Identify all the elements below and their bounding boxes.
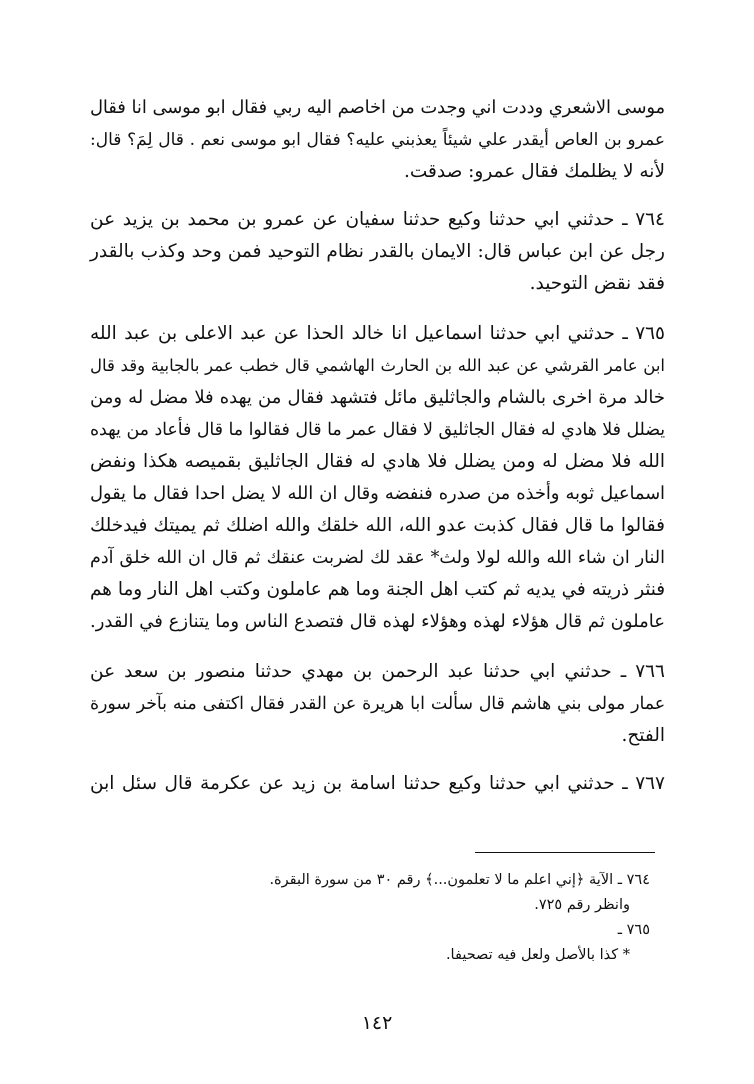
paragraph-continued	[90, 92, 665, 188]
text-line: خالد مرة اخرى بالشام والجاثليق مائل فتشهد فقال من يهده فلا مضل له ومن	[90, 387, 665, 408]
text-line: عاملون ثم قال هؤلاء لهذه وهؤلاء لهذه قال فتصدع الناس وما يتنازع في القدر.	[90, 611, 665, 632]
text-line: فقالوا ما قال فقال كذبت عدو الله، الله خلقك والله اضلك ثم يميتك فيدخلك	[90, 515, 665, 536]
paragraph-764	[90, 204, 665, 300]
footnotes	[130, 868, 650, 968]
footnote-line: * كذا بالأصل ولعل فيه تصحيفا.	[445, 947, 630, 963]
text-line: الله فلا مضل له ومن يضلل فلا هادي له فقال الجاثليق بقميصه هكذا ونفض	[90, 451, 665, 472]
text-line: فقد نقض التوحيد.	[529, 273, 665, 294]
text-line: ٧٦٥ ـ حدثني ابي حدثنا اسماعيل انا خالد الحذا عن عبد الاعلى بن عبد الله	[90, 323, 665, 344]
text-line: يضلل فلا هادي له فقال الجاثليق لا فقال عمر ما قال فقالوا ما قال فأعاد من يهده	[90, 420, 665, 440]
text-line: ٧٦٤ ـ حدثني ابي حدثنا وكيع حدثنا سفيان عن عمرو بن محمد بن يزيد عن	[90, 209, 665, 230]
footnote-line: ٧٦٤ ـ الآية ﴿إني اعلم ما لا تعلمون...﴾ رقم ٣٠ من سورة البقرة.	[269, 872, 650, 888]
text-line: فنثر ذريته في يديه ثم كتب اهل الجنة وما هم عاملون وكتب اهل النار وما هم	[90, 579, 665, 600]
footnote-divider	[475, 852, 655, 853]
text-line: اسماعيل ثوبه وأخذه من صدره فنفضه وقال ان الله لا يضل احدا فقال ما يقول	[90, 484, 665, 504]
text-line: عمرو بن العاص أيقدر علي شيئاً يعذبني عليه؟ فقال ابو موسى نعم . قال لِمَ؟ قال:	[90, 130, 665, 150]
text-line: ٧٦٧ ـ حدثني ابي حدثنا وكيع حدثنا اسامة بن زيد عن عكرمة قال سئل ابن	[90, 773, 665, 794]
main-text	[90, 92, 665, 800]
text-line: عمار مولى بني هاشم قال سألت ابا هريرة عن القدر فقال اكتفى منه بآخر سورة	[90, 694, 665, 714]
text-line: الفتح.	[621, 725, 665, 746]
text-line: موسى الاشعري وددت اني وجدت من اخاصم اليه ربي فقال ابو موسى انا فقال	[90, 98, 665, 118]
paragraph-765	[90, 318, 665, 638]
paragraph-767	[90, 768, 665, 800]
text-line: لأنه لا يظلمك فقال عمرو: صدقت.	[403, 161, 665, 182]
text-line: ابن عامر القرشي عن عبد الله بن الحارث الهاشمي قال خطب عمر بالجابية وقد قال	[90, 356, 665, 375]
paragraph-766	[90, 656, 665, 752]
footnote-line: ٧٦٥ ـ	[617, 922, 650, 938]
page-number: ١٤٢	[361, 1012, 393, 1034]
text-line: ٧٦٦ ـ حدثني ابي حدثنا عبد الرحمن بن مهدي حدثنا منصور بن سعد عن	[90, 661, 665, 682]
text-line: النار ان شاء الله والله لولا ولث* عقد لك لضربت عنقك ثم قال ان الله خلق آدم	[90, 548, 665, 568]
footnote-line: وانظر رقم ٧٢٥.	[534, 897, 630, 913]
text-line: رجل عن ابن عباس قال: الايمان بالقدر نظام التوحيد فمن وحد وكذب بالقدر	[90, 241, 665, 262]
